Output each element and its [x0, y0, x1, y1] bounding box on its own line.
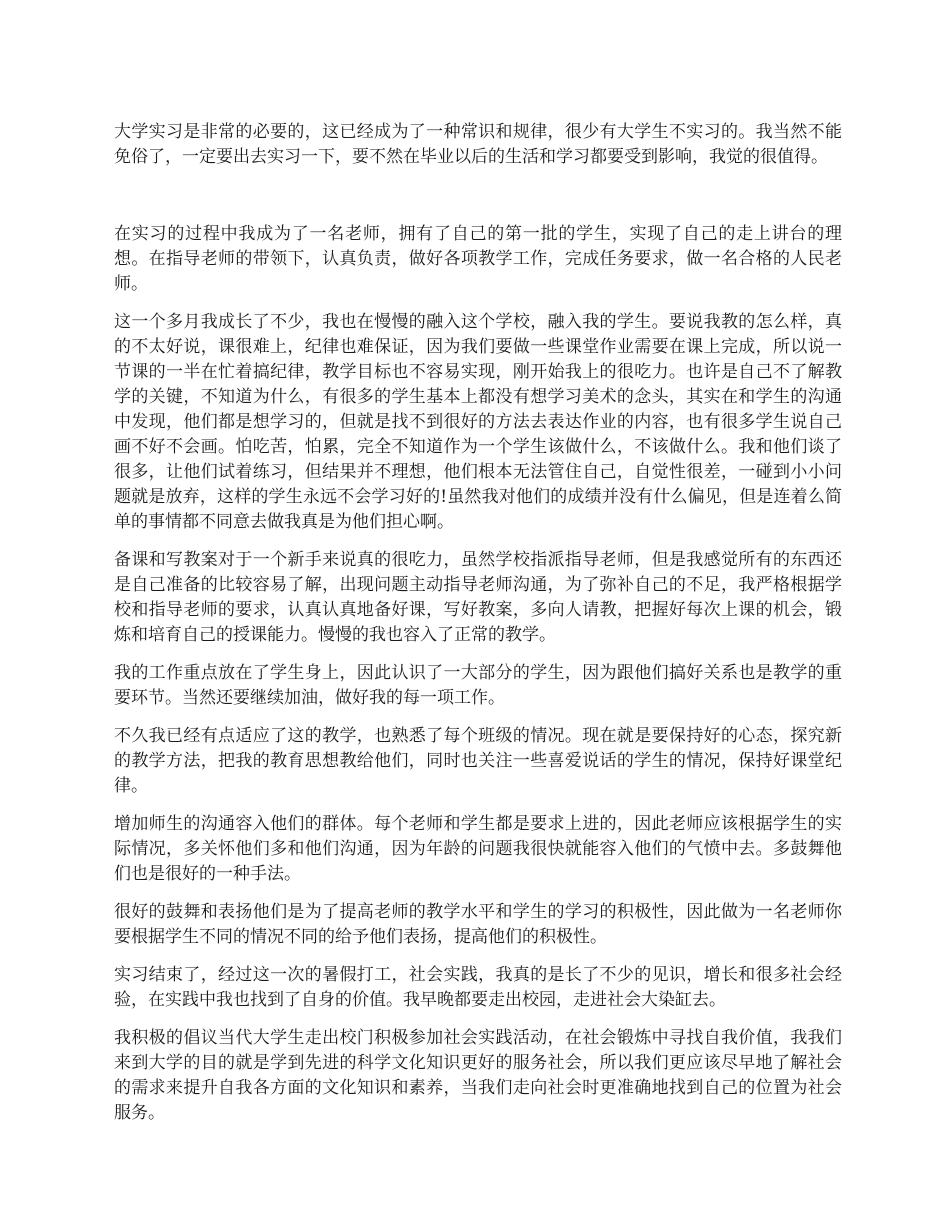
- paragraph-conclusion: 实习结束了，经过这一次的暑假打工，社会实践，我真的是长了不少的见识，增长和很多社会经验，在实践中我也找到了自身的价值。我早晚都要走出校园，走进社会大染缸去。: [114, 965, 842, 1010]
- paragraph-work-focus: 我的工作重点放在了学生身上，因此认识了一大部分的学生，因为跟他们搞好关系也是教学的重要环节。当然还要继续加油，做好我的每一项工作。: [114, 663, 842, 708]
- paragraph-becoming-teacher: 在实习的过程中我成为了一名老师，拥有了自己的第一批的学生，实现了自己的走上讲台的理想。在指导老师的带领下，认真负责，做好各项教学工作，完成任务要求，做一名合格的人民老师。: [114, 224, 842, 294]
- paragraph-encouragement: 很好的鼓舞和表扬他们是为了提高老师的教学水平和学生的学习的积极性，因此做为一名老师你要根据学生不同的情况不同的给予他们表扬，提高他们的积极性。: [114, 902, 842, 947]
- paragraph-advocacy: 我积极的倡议当代大学生走出校门积极参加社会实践活动，在社会锻炼中寻找自我价值，我我们来到大学的目的就是学到先进的科学文化知识更好的服务社会，所以我们更应该尽早地了解社会的需求来提升自我各方面的文化知识和素养，当我们走向社会时更准确地找到自己的位置为社会服务。: [114, 1028, 842, 1123]
- paragraph-intro: 大学实习是非常的必要的，这已经成为了一种常识和规律，很少有大学生不实习的。我当然不能免俗了，一定要出去实习一下，要不然在毕业以后的生活和学习都要受到影响，我觉的很值得。: [114, 122, 842, 167]
- paragraph-growth: 这一个多月我成长了不少，我也在慢慢的融入这个学校，融入我的学生。要说我教的怎么样，真的不太好说，课很难上，纪律也难保证，因为我们要做一些课堂作业需要在课上完成，所以说一节课的一半在忙着搞纪律，教学目标也不容易实现，刚开始我上的很吃力。也许是自己不了解教学的关键，不知道为什么，有很多的学生基本上都没有想学习美术的念头，其实在和学生的沟通中发现，他们都是想学习的，但就是找不到很好的方法去表达作业的内容，也有很多学生说自己画不好不会画。怕吃苦，怕累，完全不知道作为一个学生该做什么，不该做什么。我和他们谈了很多，让他们试着练习，但结果并不理想，他们根本无法管住自己，自觉性很差，一碰到小小问题就是放弃，这样的学生永远不会学习好的!虽然我对他们的成绩并没有什么偏见，但是连着么简单的事情都不同意去做我真是为他们担心啊。: [114, 312, 842, 532]
- paragraph-lesson-prep: 备课和写教案对于一个新手来说真的很吃力，虽然学校指派指导老师，但是我感觉所有的东西还是自己准备的比较容易了解，出现问题主动指导老师沟通，为了弥补自己的不足，我严格根据学校和指导老师的要求，认真认真地备好课，写好教案，多向人请教，把握好每次上课的机会，锻炼和培育自己的授课能力。慢慢的我也容入了正常的教学。: [114, 550, 842, 645]
- document-body: [114, 120, 842, 1139]
- paragraph-communication: 增加师生的沟通容入他们的群体。每个老师和学生都是要求上进的，因此老师应该根据学生的实际情况，多关怀他们多和他们沟通，因为年龄的问题我很快就能容入他们的气愤中去。多鼓舞他们也是很好的一种手法。: [114, 814, 842, 884]
- paragraph-adapting: 不久我已经有点适应了这的教学，也熟悉了每个班级的情况。现在就是要保持好的心态，探究新的教学方法，把我的教育思想教给他们，同时也关注一些喜爱说话的学生的情况，保持好课堂纪律。: [114, 726, 842, 796]
